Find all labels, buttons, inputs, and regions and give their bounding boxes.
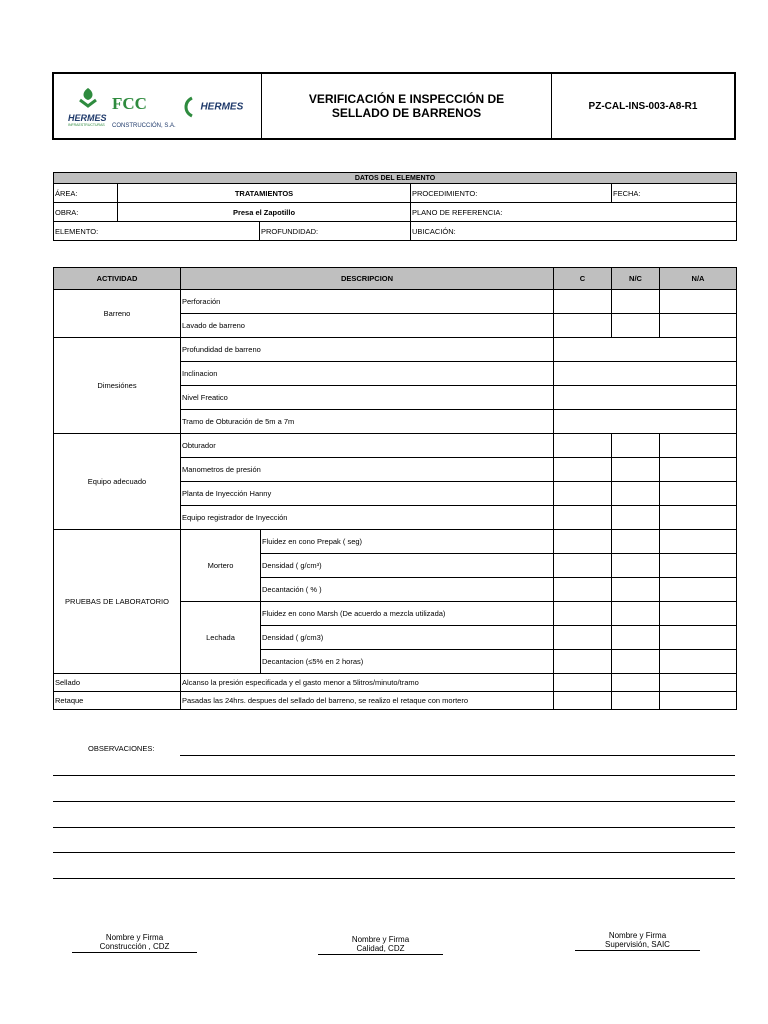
area-value[interactable]: TRATAMIENTOS <box>118 184 411 203</box>
check-na[interactable] <box>660 674 737 692</box>
signature-title: Nombre y Firma <box>351 935 410 944</box>
activity-pruebas: PRUEBAS DE LABORATORIO <box>54 530 181 674</box>
desc-densidad-mortero: Densidad ( g/cm³) <box>261 554 554 578</box>
check-c[interactable] <box>554 692 612 710</box>
document-header <box>52 72 736 140</box>
signature-calidad[interactable] <box>318 935 443 955</box>
plano-field[interactable]: PLANO DE REFERENCIA: <box>411 203 737 222</box>
value-cell[interactable] <box>554 386 737 410</box>
check-nc[interactable] <box>612 506 660 530</box>
check-nc[interactable] <box>612 674 660 692</box>
signature-title: Nombre y Firma <box>608 931 667 940</box>
desc-densidad-lechada: Densidad ( g/cm3) <box>261 626 554 650</box>
desc-planta: Planta de Inyección Hanny <box>181 482 554 506</box>
activity-dimesiones: Dimesiónes <box>54 338 181 434</box>
col-header-c: C <box>554 268 612 290</box>
check-nc[interactable] <box>612 578 660 602</box>
desc-manometros: Manometros de presión <box>181 458 554 482</box>
desc-fluidez-marsh: Fluidez en cono Marsh (De acuerdo a mezcla utilizada) <box>261 602 554 626</box>
observaciones-line[interactable] <box>53 827 735 828</box>
check-c[interactable] <box>554 578 612 602</box>
desc-registrador: Equipo registrador de Inyección <box>181 506 554 530</box>
desc-retaque: Pasadas las 24hrs. despues del sellado del barreno, se realizo el retaque con mortero <box>181 692 554 710</box>
document-title: VERIFICACIÓN E INSPECCIÓN DE SELLADO DE BARRENOS <box>262 74 552 138</box>
value-cell[interactable] <box>554 362 737 386</box>
sub-mortero: Mortero <box>181 530 261 602</box>
col-header-na: N/A <box>660 268 737 290</box>
check-na[interactable] <box>660 692 737 710</box>
fcc-logo-subtext: CONSTRUCCIÓN, S.A. <box>112 123 176 129</box>
check-nc[interactable] <box>612 434 660 458</box>
check-nc[interactable] <box>612 554 660 578</box>
col-header-nc: N/C <box>612 268 660 290</box>
check-na[interactable] <box>660 434 737 458</box>
desc-inclinacion: Inclinacion <box>181 362 554 386</box>
hermes-logo-2 <box>182 96 252 122</box>
sub-lechada: Lechada <box>181 602 261 674</box>
check-c[interactable] <box>554 482 612 506</box>
desc-decantacion-mortero: Decantación ( % ) <box>261 578 554 602</box>
check-nc[interactable] <box>612 458 660 482</box>
obra-label: OBRA: <box>54 203 118 222</box>
signature-supervision[interactable] <box>575 931 700 951</box>
obra-value[interactable]: Presa el Zapotillo <box>118 203 411 222</box>
check-na[interactable] <box>660 458 737 482</box>
desc-lavado: Lavado de barreno <box>181 314 554 338</box>
fcc-logo-text: FCC <box>112 94 147 113</box>
logos-area <box>54 74 262 138</box>
hermes-logo-text: HERMES <box>68 113 107 123</box>
check-c[interactable] <box>554 314 612 338</box>
desc-profundidad: Profundidad de barreno <box>181 338 554 362</box>
hermes-logo-subtext: INFRAESTRUCTURAS <box>68 123 105 127</box>
check-nc[interactable] <box>612 650 660 674</box>
element-data-heading: DATOS DEL ELEMENTO <box>54 173 737 184</box>
hermes-leaf-icon <box>68 86 108 110</box>
check-c[interactable] <box>554 530 612 554</box>
signature-construccion[interactable] <box>72 933 197 953</box>
check-na[interactable] <box>660 482 737 506</box>
check-nc[interactable] <box>612 692 660 710</box>
hermes-logo <box>68 86 108 126</box>
check-c[interactable] <box>554 290 612 314</box>
desc-perforacion: Perforación <box>181 290 554 314</box>
check-nc[interactable] <box>612 314 660 338</box>
observaciones-line[interactable] <box>53 878 735 879</box>
fcc-logo <box>112 94 182 129</box>
col-header-descripcion: DESCRIPCION <box>181 268 554 290</box>
check-na[interactable] <box>660 314 737 338</box>
elemento-field[interactable]: ELEMENTO: <box>54 222 260 241</box>
fecha-field[interactable]: FECHA: <box>612 184 737 203</box>
observaciones-line[interactable] <box>53 775 735 776</box>
signature-role: Calidad, CDZ <box>318 944 443 955</box>
hermes-logo-2-text: HERMES <box>200 101 244 113</box>
signature-role: Supervisión, SAIC <box>575 940 700 951</box>
signature-role: Construcción , CDZ <box>72 942 197 953</box>
check-na[interactable] <box>660 602 737 626</box>
check-na[interactable] <box>660 650 737 674</box>
check-c[interactable] <box>554 626 612 650</box>
check-nc[interactable] <box>612 602 660 626</box>
check-nc[interactable] <box>612 482 660 506</box>
document-code: PZ-CAL-INS-003-A8-R1 <box>588 100 698 112</box>
procedimiento-field[interactable]: PROCEDIMIENTO: <box>411 184 612 203</box>
activity-retaque: Retaque <box>54 692 181 710</box>
value-cell[interactable] <box>554 338 737 362</box>
ubicacion-field[interactable]: UBICACIÓN: <box>411 222 737 241</box>
desc-obturador: Obturador <box>181 434 554 458</box>
desc-sellado: Alcanso la presión especificada y el gasto menor a 5litros/minuto/tramo <box>181 674 554 692</box>
inspection-table <box>53 267 737 710</box>
check-nc[interactable] <box>612 530 660 554</box>
desc-nivel-freatico: Nivel Freatico <box>181 386 554 410</box>
check-c[interactable] <box>554 602 612 626</box>
check-na[interactable] <box>660 626 737 650</box>
observaciones-line[interactable] <box>180 755 735 756</box>
observaciones-line[interactable] <box>53 852 735 853</box>
observaciones-line[interactable] <box>53 801 735 802</box>
check-na[interactable] <box>660 290 737 314</box>
signature-title: Nombre y Firma <box>105 933 164 942</box>
element-data-table <box>53 172 737 241</box>
activity-barreno: Barreno <box>54 290 181 338</box>
check-c[interactable] <box>554 650 612 674</box>
check-na[interactable] <box>660 530 737 554</box>
check-nc[interactable] <box>612 290 660 314</box>
check-c[interactable] <box>554 506 612 530</box>
check-c[interactable] <box>554 434 612 458</box>
check-na[interactable] <box>660 554 737 578</box>
check-c[interactable] <box>554 674 612 692</box>
desc-tramo: Tramo de Obturación de 5m a 7m <box>181 410 554 434</box>
profundidad-field[interactable]: PROFUNDIDAD: <box>260 222 411 241</box>
observaciones-label: OBSERVACIONES: <box>88 744 155 753</box>
desc-decantacion-lechada: Decantacion (≤5% en 2 horas) <box>261 650 554 674</box>
activity-equipo: Equipo adecuado <box>54 434 181 530</box>
hermes-swoosh-icon <box>182 96 196 118</box>
check-na[interactable] <box>660 506 737 530</box>
check-c[interactable] <box>554 458 612 482</box>
activity-sellado: Sellado <box>54 674 181 692</box>
value-cell[interactable] <box>554 410 737 434</box>
area-label: ÁREA: <box>54 184 118 203</box>
check-c[interactable] <box>554 554 612 578</box>
check-na[interactable] <box>660 578 737 602</box>
check-nc[interactable] <box>612 626 660 650</box>
desc-fluidez-prepak: Fluidez en cono Prepak ( seg) <box>261 530 554 554</box>
col-header-actividad: ACTIVIDAD <box>54 268 181 290</box>
